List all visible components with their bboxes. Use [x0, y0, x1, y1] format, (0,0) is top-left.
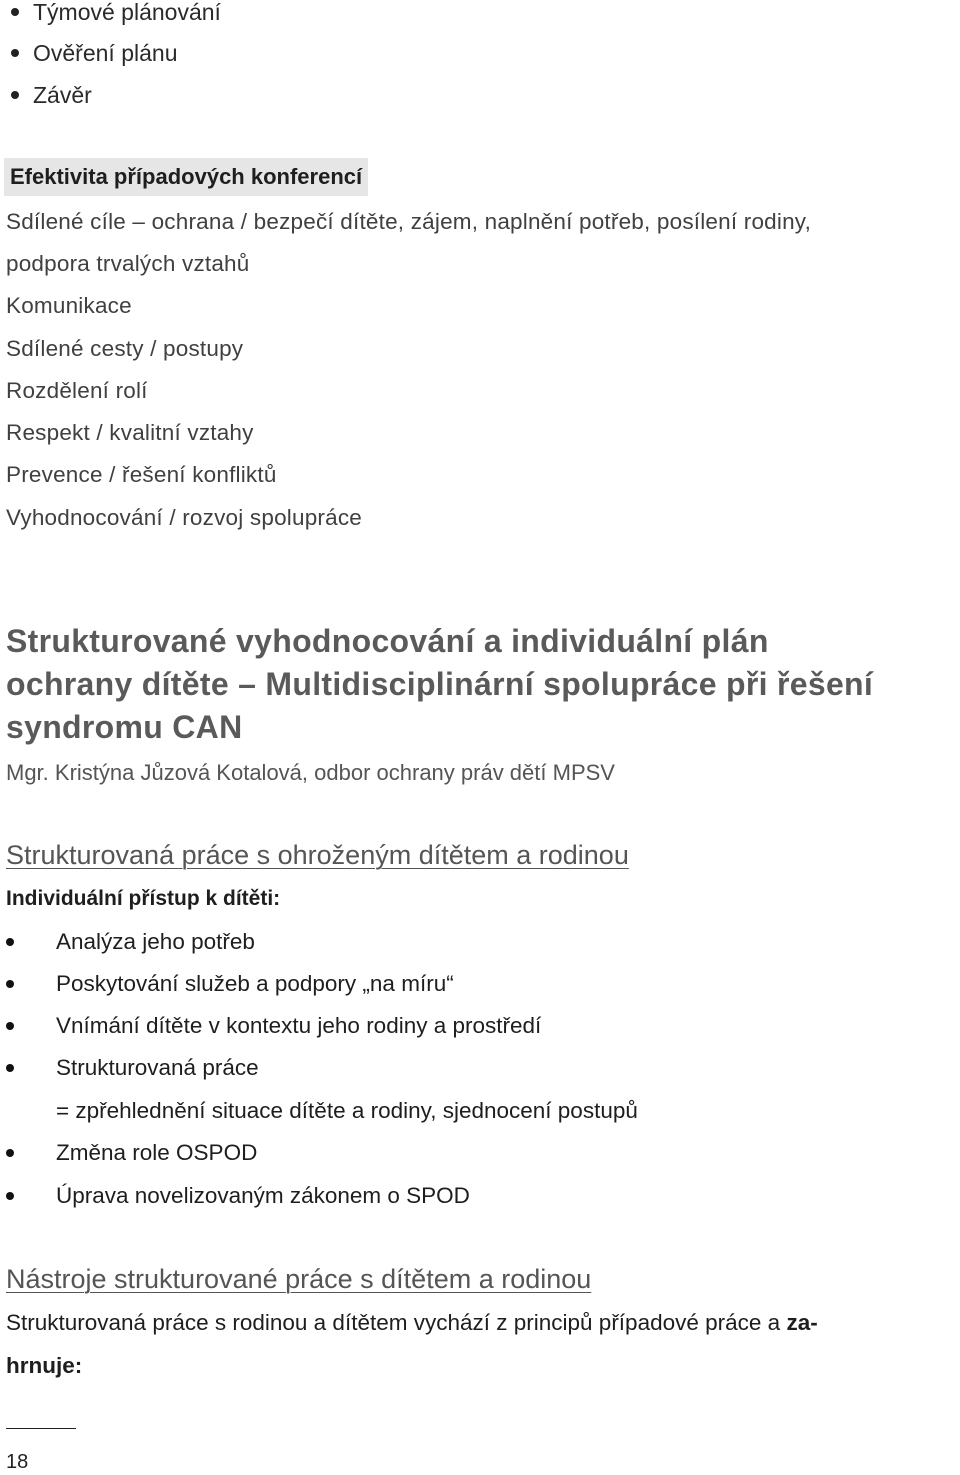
efektivita-line: podpora trvalých vztahů — [6, 251, 250, 276]
list-item — [0, 1010, 960, 1042]
bullet-icon — [11, 49, 19, 57]
list-item — [0, 926, 960, 958]
efektivita-line: Sdílené cesty / postupy — [6, 336, 244, 361]
article-title-line: ochrany dítěte – Multidisciplinární spolupráce při řešení — [6, 666, 874, 702]
list-item — [0, 968, 960, 1000]
list-item-text: Týmové plánování — [33, 0, 221, 25]
bullet-icon — [6, 1064, 14, 1072]
section-heading: Strukturovaná práce s ohroženým dítětem a rodinou — [6, 840, 629, 870]
list-item-text: Analýza jeho potřeb — [56, 929, 255, 954]
section-subheading: Individuální přístup k dítěti: — [6, 887, 281, 910]
list-item — [0, 1180, 960, 1212]
page-number: 18 — [6, 1451, 29, 1473]
efektivita-line: Prevence / řešení konfliktů — [6, 462, 277, 487]
paragraph-bold-text: za- — [786, 1310, 818, 1335]
list-item-continuation — [0, 1095, 960, 1127]
footer-divider — [6, 1428, 76, 1429]
bullet-icon — [6, 980, 14, 988]
bullet-icon — [6, 1149, 14, 1157]
section-heading: Nástroje strukturované práce s dítětem a rodinou — [6, 1264, 592, 1294]
paragraph-text: Strukturovaná práce s rodinou a dítětem vychází z principů případové práce a — [6, 1310, 787, 1335]
efektivita-line: Vyhodnocování / rozvoj spolupráce — [6, 505, 362, 530]
continuation-text: = zpřehlednění situace dítěte a rodiny, sjednocení postupů — [56, 1098, 638, 1123]
article-title-line: Strukturované vyhodnocování a individuální plán — [6, 623, 769, 659]
efektivita-line: Komunikace — [6, 293, 132, 318]
paragraph-line — [6, 1350, 82, 1382]
efektivita-heading: Efektivita případových konferencí — [4, 158, 368, 196]
list-item-text: Závěr — [33, 82, 92, 108]
list-item-text: Poskytování služeb a podpory „na míru“ — [56, 971, 454, 996]
efektivita-line: Rozdělení rolí — [6, 378, 148, 403]
list-item-text: Strukturovaná práce — [56, 1055, 259, 1080]
list-item-text: Ověření plánu — [33, 40, 178, 66]
bullet-icon — [11, 8, 19, 16]
bullet-icon — [11, 91, 19, 99]
paragraph-bold-text: hrnuje: — [6, 1353, 83, 1378]
article-title-line: syndromu CAN — [6, 709, 243, 745]
efektivita-line: Respekt / kvalitní vztahy — [6, 420, 254, 445]
bullet-icon — [6, 1022, 14, 1030]
efektivita-line: Sdílené cíle – ochrana / bezpečí dítěte, zájem, naplnění potřeb, posílení rodiny, — [6, 209, 812, 234]
list-item-text: Vnímání dítěte v kontextu jeho rodiny a prostředí — [56, 1013, 542, 1038]
article-author: Mgr. Kristýna Jůzová Kotalová, odbor ochrany práv dětí MPSV — [6, 760, 615, 785]
paragraph-line — [6, 1307, 818, 1339]
bullet-icon — [6, 938, 14, 946]
list-item — [0, 1137, 960, 1169]
bullet-icon — [6, 1192, 14, 1200]
list-item-text: Úprava novelizovaným zákonem o SPOD — [56, 1183, 470, 1208]
list-item-text: Změna role OSPOD — [56, 1140, 258, 1165]
list-item — [0, 1052, 960, 1084]
